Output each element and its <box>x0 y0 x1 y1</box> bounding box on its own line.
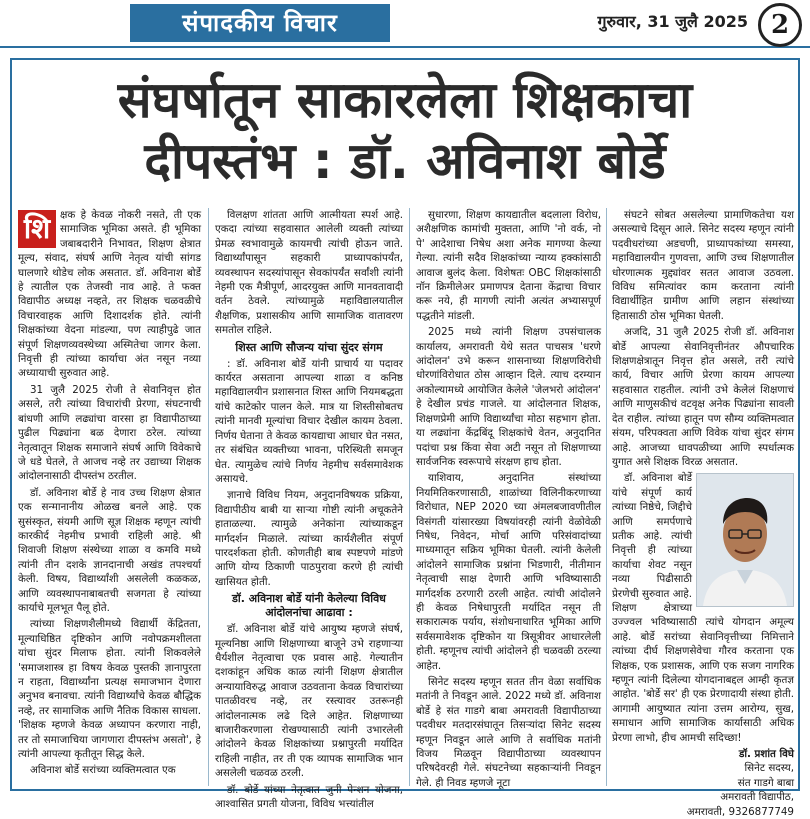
paragraph: अजदि, 31 जुलै 2025 रोजी डॉ. अविनाश बोर्डे आपल्या सेवानिवृत्तीनंतर औपचारिक शिक्षणक्षेत्रातून निवृत्त होत असले, तरी त्यांचे कार्य, विचार आणि प्रेरणा कायम आपल्या सहवासात राहतील. त्यांनी उभे केलेलं शिक्षणाचं आणि माणुसकीचं वटवृक्ष अनेक पिढ्यांना सावली देत राहील. त्यांच्या हातून पण सौम्य व्यक्तिमत्वात संयम, परिपक्वता आणि विवेक यांचा सुंदर संगम आहे. आजच्या धावपळीच्या आणि स्पर्धात्मक युगात असे शिक्षक विरळ असतात. <box>612 326 794 468</box>
paragraph: शि क्षक हे केवळ नोकरी नसते, ती एक सामाजिक भूमिका असते. ही भूमिका जबाबदारीने निभावत, शिक्षण क्षेत्रात मूल्य, संवाद, संघर्ष आणि नेतृत्व यांची सांगड घालणारे थोडेच लोक असतात. डॉ. अविनाश बोर्डे हे त्यातील एक तेजस्वी नाव आहे. ते फक्त विद्यापीठ अध्यक्ष नव्हते, तर शिक्षक चळवळीचे विचारवाहक आणि दिशादर्शक होते. त्यांनी शिक्षकांच्या वेदना मांडल्या, पण त्याहीपुढे जात संपूर्ण शिक्षणव्यवस्थेच्या अस्मितेचा जागर केला. निवृत्ती ही त्यांच्या कार्याचा अंत नसून नव्या अध्यायाची सुरुवात आहे. <box>18 209 201 380</box>
paragraph: सिनेट सदस्य म्हणून सतत तीन वेळा सर्वाधिक मतांनी ते निवडून आले. 2022 मध्ये डॉ. अविनाश बोर्डे हे संत गाडगे बाबा अमरावती विद्यापीठाच्या पदवीधर मतदारसंघातून तिसऱ्यांदा सिनेट सदस्य म्हणून निवडून आले आणि ते सर्वाधिक मतांनी विजय मिळवून विद्यापीठाच्या व्यवस्थापन परिषदेवरही गेले. संघटनेच्या सहकाऱ्यांनी निवडून गेले. ही निवड म्हणजे नूटा <box>416 676 601 789</box>
column-divider <box>606 208 607 786</box>
paragraph: डॉ. अविनाश बोर्डे हे नाव उच्च शिक्षण क्षेत्रात एक सन्मानानीय ओळख बनले आहे. एक सुसंस्कृत, संयमी आणि सूज्ञ शिक्षक म्हणून त्यांची कारकीर्द नेहमीच प्रभावी राहिली आहे. श्री शिवाजी शिक्षण संस्थेच्या शाळा व कमवि मध्ये त्यांनी तीन दशके ज्ञानदानाची अखंड तपश्चर्या केली. विषय, विद्यार्थ्यांशी असलेली कळकळ, आणि व्यवस्थापनाबाबतची सजगता हे त्यांच्या कार्याचे मूलभूत पैलू होते. <box>18 486 201 614</box>
subheading: शिस्त आणि सौजन्य यांचा सुंदर संगम <box>235 340 383 354</box>
author-name: डॉ. प्रशांत विघे <box>738 748 794 761</box>
drop-cap: शि <box>18 210 56 248</box>
article-headline <box>10 70 800 192</box>
paragraph: 31 जुलै 2025 रोजी ते सेवानिवृत्त होत असले, तरी त्यांच्या विचारांची प्रेरणा, संघटनाची बांधणी आणि लढ्यांचा वारसा हा विद्यापीठाच्या पुढील पिढ्यांना बळ देणारा ठरेल. त्यांच्या नेतृत्वातून शिक्षक समाजाने संघर्ष आणि विवेकाचे जे धडे घेतले, ते आजच नव्हे तर उद्याच्या शिक्षक आंदोलनासाठी दीपस्तंभ ठरतील. <box>18 383 201 483</box>
paragraph: डॉ. बोर्डे यांच्या नेतृत्वात जुनी पेन्शन योजना, आश्वासित प्रगती योजना, विविध भत्त्यांतील <box>215 783 403 811</box>
column-2 <box>215 208 403 811</box>
author-org-2: अमरावती विद्यापीठ, <box>720 791 794 804</box>
paragraph: : डॉ. अविनाश बोर्डे यांनी प्राचार्य या पदावर कार्यरत असताना आपल्या शाळा व कनिष्ठ महाविद्यालयीन प्रशासनात शिस्त आणि नियमबद्धता यांचे काटेकोर पालन केले. मात्र या शिस्तीसोबतच त्यांनी मानवी मूल्यांचा विचार देखील कायम ठेवला. निर्णय घेताना ते केवळ कायद्याचा आधार घेत नसत, तर संबंधित व्यक्तीच्या भावना, परिस्थिती समजून घेत. त्यामुळेच त्यांचे निर्णय नेहमीच सर्वसमावेशक असायचे. <box>215 357 403 485</box>
column-divider <box>208 208 209 786</box>
paragraph: संघटने सोबत असलेल्या प्रामाणिकतेचा यश असल्याचे दिसून आले. सिनेट सदस्य म्हणून त्यांनी पदवीधरांच्या अडचणी, प्राध्यापकांच्या समस्या, महाविद्यालयीन गुणवत्ता, आणि उच्च शिक्षणातील धोरणात्मक मुद्द्यांवर सतत आवाज उठवला. विविध समित्यांवर काम करताना त्यांनी विद्यार्थीहित ग्रामीण आणि लहान संस्थांच्या हितासाठी ठोस भूमिका घेतली. <box>612 209 794 322</box>
subheading: डॉ. अविनाश बोर्डे यांनी केलेल्या विविध आंदोलनांचा आढावा : <box>232 592 386 620</box>
author-portrait-icon <box>696 473 794 607</box>
paragraph: अविनाश बोर्डे सरांच्या व्यक्तिमत्वात एक <box>30 764 176 777</box>
paragraph: याशिवाय, अनुदानित संस्थांच्या नियमितिकरणासाठी, शाळांच्या विलिनीकरणाच्या विरोधात, NEP 2020 च्या अंमलबजावणीतील विसंगती यांसारख्या विषयांवरही त्यांनी वेळोवेळी निषेध, निवेदन, मोर्चा आणि परिसंवादांच्या माध्यमातून सक्रिय भूमिका घेतली. त्यांनी केलेली आंदोलने सामाजिक प्रश्नांना भिडणारी, नीतीमान नेतृत्वाची साक्ष देणारी आणि भविष्यासाठी मार्गदर्शक ठरणारी ठरली आहेत. त्यांची आंदोलने ही केवळ निषेधापुरती मर्यादित नसून ती सकारात्मक पर्याय, संशोधनाधारित भूमिका आणि सर्वसमावेशक दृष्टिकोन या त्रिसूत्रीवर आधारलेली होती. म्हणूनच त्यांची आंदोलने ही चळवळी ठरल्या आहेत. <box>416 472 601 672</box>
paragraph: त्यांच्या शिक्षणशैलीमध्ये विद्यार्थी केंद्रितता, मूल्याधिष्ठित दृष्टिकोन आणि नवोपक्रमशीलता यांचा सुंदर मिलाफ होता. त्यांनी शिकवलेले 'समाजशास्त्र हा विषय केवळ पुस्तकी ज्ञानापुरता न राहता, विद्यार्थ्यांना प्रत्यक्ष समाजभान देणारा अनुभव बनावचा. त्यांनी विद्यार्थ्यांचे केवळ बौद्धिक नव्हे, तर सामाजिक आणि नैतिक विकास साधला. 'शिक्षक म्हणजे केवळ अध्यापन करणारा नाही, तर तो समाजाचिया जागणारा दीपस्तंभ असतो', हे त्यांनी आपल्या कृतीतून सिद्ध केले. <box>18 618 201 761</box>
signature-block <box>612 747 794 819</box>
article-body <box>18 208 794 818</box>
column-1 <box>18 208 201 786</box>
page-number: 2 <box>758 3 802 47</box>
paragraph: डॉ. अविनाश बोर्डे यांचे आयुष्य म्हणजे संघर्ष, मूल्यनिष्ठा आणि शिक्षणाच्या बाजूने उभे राहणाऱ्या धैर्यशील नेतृत्वाचा एक प्रवास आहे. गेल्यातीन दशकांहून अधिक काळ त्यांनी शिक्षण क्षेत्रातील अन्यायाविरुद्ध आवाज उठवताना केवळ विचारांच्या पातळीवरच नव्हे, तर रस्त्यावर उतरूनही आंदोलनात्मक लढे दिले आहेत. शिक्षणाच्या बाजारीकरणाला रोखण्यासाठी त्यांनी उभारलेली आंदोलने केवळ शिक्षकांच्या प्रश्नापुरती मर्यादित राहिली नाहीत, तर ती एक व्यापक सामाजिक भान असलेली चळवळ ठरली. <box>215 623 403 780</box>
column-4 <box>612 208 794 818</box>
paragraph: सुधारणा, शिक्षण कायद्यातील बदलाला विरोध, अशैक्षणिक कामांची मुक्तता, आणि 'नो वर्क, नो पे' आदेशाचा निषेध अशा अनेक मागण्या केल्या गेल्या. त्यांनी सदैव शिक्षकांच्या न्याय्य हक्कांसाठी आवाज बुलंद केला. विशेषतः OBC शिक्षकांसाठी नॉन क्रिमीलेअर प्रमाणपत्र देताना केंद्राचा विचार करू नये, ही मागणी त्यांनी अत्यंत अभ्यासपूर्ण पद्धतीने मांडली. <box>416 209 601 322</box>
paragraph: डॉ. अविनाश बोर्डे यांचे संपूर्ण कार्य त्यांच्या निष्ठेचे, जिद्दीचे आणि समर्पणाचे प्रतीक आहे. त्यांची निवृत्ती ही त्यांच्या कार्याचा शेवट नसून नव्या पिढीसाठी प्रेरणेची सुरुवात आहे. शिक्षण क्षेत्राच्या उज्ज्वल भविष्यासाठी त्यांचे योगदान अमूल्य आहे. बोर्डे सरांच्या सेवानिवृत्तीच्या निमित्ताने त्यांच्या दीर्घ शिक्षणसेवेचा गौरव करताना एक शिक्षक, एक प्रशासक, आणि एक सजग नागरिक म्हणून त्यांनी दिलेल्या योगदानाबद्दल आम्ही कृतज्ञ आहोत. 'बोर्डे सर' ही एक प्रेरणादायी संस्था होती. आगामी आयुष्यात त्यांना उत्तम आरोग्य, सुख, समाधान आणि सामाजिक कार्यासाठी अधिक प्रेरणा लाभो, हीच आमची सदिच्छा! <box>612 472 794 744</box>
column-divider <box>409 208 410 786</box>
section-title: संपादकीय विचार <box>130 4 390 42</box>
paragraph: 2025 मध्ये त्यांनी शिक्षण उपसंचालक कार्यालय, अमरावती येथे सतत पाचसत्र 'धरणे आंदोलन' उभे करून शासनाच्या शिक्षणविरोधी धोरणांविरोधात ठोस आव्हान दिले. त्याच दरम्यान अकोल्यामध्ये आयोजित केलेले 'जेलभरो आंदोलन' हे देखील प्रचंड गाजले. या आंदोलनात शिक्षक, शिक्षणप्रेमी आणि विद्यार्थ्यांचा मोठा सहभाग होता. या लढ्यांना केंद्रबिंदू शिक्षकांचे वेतन, अनुदानित पदांचा प्रश्न किंवा सेवा अटी नसून तो शिक्षणाच्या सार्वजनिक स्वरूपाचे संरक्षण हाच होता. <box>416 326 601 468</box>
author-contact: अमरावती, 9326877749 <box>686 805 794 818</box>
paragraph: ज्ञानाचे विविध नियम, अनुदानविषयक प्रक्रिया, विद्यापीठीय बाबी या साऱ्या गोष्टी त्यांनी अचूकतेने हाताळल्या. त्यामुळे अनेकांना त्यांच्याकडून मार्गदर्शन मिळाले. त्यांच्या कार्यशैलीत संपूर्ण पारदर्शकता होती. कोणतीही बाब स्पष्टपणे मांडणे आणि योग्य ठिकाणी पाठपुरावा करणे ही त्यांची खासियत होती. <box>215 489 403 588</box>
column-3 <box>416 208 601 789</box>
author-org: संत गाडगे बाबा <box>737 776 794 789</box>
masthead <box>0 0 810 48</box>
author-role: सिनेट सदस्य, <box>744 762 794 775</box>
headline-line-1: संघर्षातून साकारलेला शिक्षकाचा <box>117 71 693 129</box>
headline-line-2: दीपस्तंभ : डॉ. अविनाश बोर्डे <box>144 132 666 190</box>
paragraph: विलक्षण शांतता आणि आत्मीयता स्पर्श आहे. एकदा त्यांच्या सहवासात आलेली व्यक्ती त्यांच्या प्रेमळ स्वभावामुळे कायमची त्यांची होऊन जाते. विद्यार्थ्यांपासून सहकारी प्राध्यापकांपर्यंत, व्यवस्थापन सदस्यांपासून सेवकांपर्यंत सर्वांशी त्यांनी नेहमी एक मैत्रीपूर्ण, आदरयुक्त आणि मानवतावादी वर्तन ठेवले. त्यांच्यामुळे महाविद्यालयातील शैक्षणिक, प्रशासकीय आणि सामाजिक वातावरण समतोल राहिले. <box>215 209 403 337</box>
issue-date: गुरुवार, 31 जुलै 2025 <box>597 12 748 31</box>
